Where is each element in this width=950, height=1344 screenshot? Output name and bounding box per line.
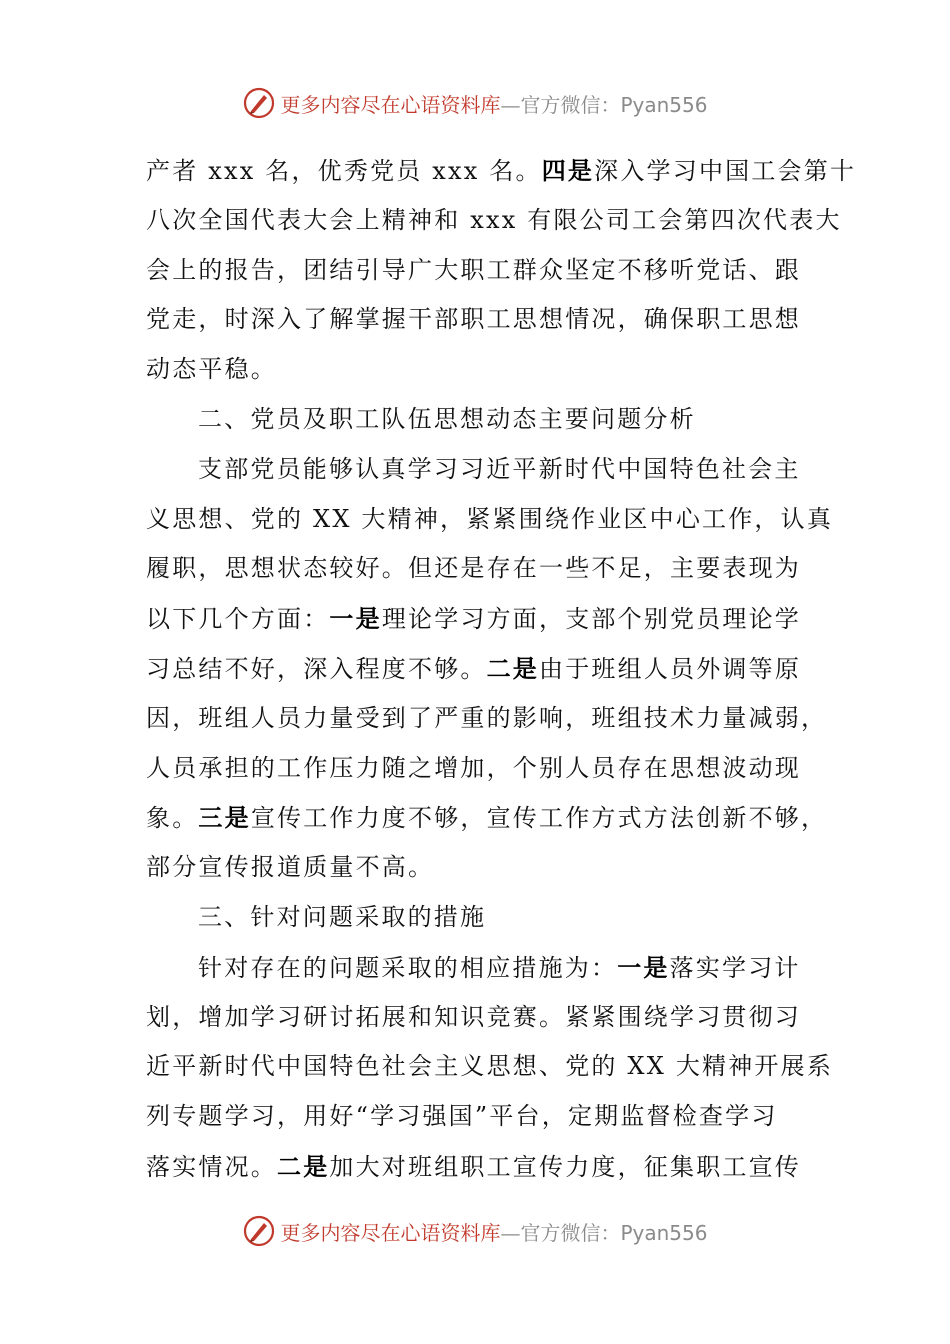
document-body <box>146 146 857 1192</box>
text-segment: 因，班组人员力量受到了严重的影响，班组技术力量减弱， <box>146 703 828 732</box>
footer-banner-text: 更多内容尽在心语资料库—官方微信：Pyan556 <box>280 1220 708 1245</box>
header-banner <box>0 83 950 123</box>
text-line <box>146 196 842 246</box>
bold-marker: 二是 <box>277 1151 330 1181</box>
text-line <box>146 395 806 445</box>
text-segment: 三、针对问题采取的措施 <box>198 902 487 931</box>
text-segment: 深入学习中国工会第十 <box>594 157 857 185</box>
bold-marker: 四是 <box>541 156 595 185</box>
text-line <box>146 1142 806 1192</box>
bold-marker: 一是 <box>617 952 670 982</box>
text-segment: 划，增加学习研讨拓展和知识竞赛。紧紧围绕学习贯彻习 <box>146 1002 801 1031</box>
text-line <box>146 295 806 345</box>
text-line <box>146 246 806 296</box>
text-segment: 落实情况。 <box>146 1152 277 1181</box>
text-segment: 八次全国代表大会上精神和 xxx 有限公司工会第四次代表大 <box>146 205 842 234</box>
text-segment: 针对存在的问题采取的相应措施为： <box>198 953 618 982</box>
text-line <box>146 345 806 395</box>
text-line <box>146 694 828 744</box>
text-line <box>146 146 857 196</box>
text-line <box>146 594 806 644</box>
text-line <box>146 1092 806 1142</box>
text-segment: 支部党员能够认真学习习近平新时代中国特色社会主 <box>198 454 801 483</box>
pen-logo-icon <box>242 86 276 120</box>
text-line <box>146 943 806 993</box>
bold-marker: 一是 <box>329 604 382 634</box>
text-line <box>146 993 806 1043</box>
text-line <box>146 445 806 495</box>
text-line <box>146 644 806 694</box>
text-segment: 会上的报告，团结引导广大职工群众坚定不移听党话、跟 <box>146 255 801 284</box>
pen-logo-icon <box>242 1214 276 1248</box>
text-segment: 理论学习方面，支部个别党员理论学 <box>381 605 802 634</box>
text-segment: 近平新时代中国特色社会主义思想、党的 XX 大精神开展系 <box>146 1052 834 1081</box>
header-banner-text: 更多内容尽在心语资料库—官方微信：Pyan556 <box>280 92 708 117</box>
text-segment: 以下几个方面： <box>146 605 330 634</box>
text-segment: 列专题学习，用好“学习强国”平台，定期监督检查学习 <box>146 1102 778 1131</box>
text-segment: 人员承担的工作压力随之增加，个别人员存在思想波动现 <box>146 753 801 782</box>
text-segment: 落实学习计 <box>669 953 801 982</box>
text-segment: 义思想、党的 XX 大精神，紧紧围绕作业区中心工作，认真 <box>146 504 834 533</box>
text-segment: 部分宣传报道质量不高。 <box>146 853 435 882</box>
text-segment: 履职，思想状态较好。但还是存在一些不足，主要表现为 <box>146 554 801 583</box>
text-line <box>146 744 806 794</box>
text-segment: 习总结不好，深入程度不够。 <box>146 654 487 683</box>
text-line <box>146 893 806 943</box>
text-line <box>146 793 828 843</box>
text-segment: 宣传工作力度不够，宣传工作方式方法创新不够， <box>250 804 828 833</box>
text-segment: 动态平稳。 <box>146 355 277 384</box>
text-segment: 由于班组人员外调等原 <box>539 654 802 683</box>
text-segment: 二、党员及职工队伍思想动态主要问题分析 <box>198 404 696 433</box>
text-line <box>146 843 806 893</box>
text-segment: 象。 <box>146 804 199 833</box>
text-line <box>146 495 834 545</box>
text-segment: 党走，时深入了解掌握干部职工思想情况，确保职工思想 <box>146 305 801 334</box>
text-segment: 加大对班组职工宣传力度，征集职工宣传 <box>329 1152 802 1181</box>
bold-marker: 三是 <box>198 803 251 833</box>
text-segment: 产者 xxx 名，优秀党员 xxx 名。 <box>146 157 542 185</box>
text-line <box>146 1042 834 1092</box>
text-line <box>146 544 806 594</box>
bold-marker: 二是 <box>486 653 540 683</box>
footer-banner <box>0 1211 950 1251</box>
